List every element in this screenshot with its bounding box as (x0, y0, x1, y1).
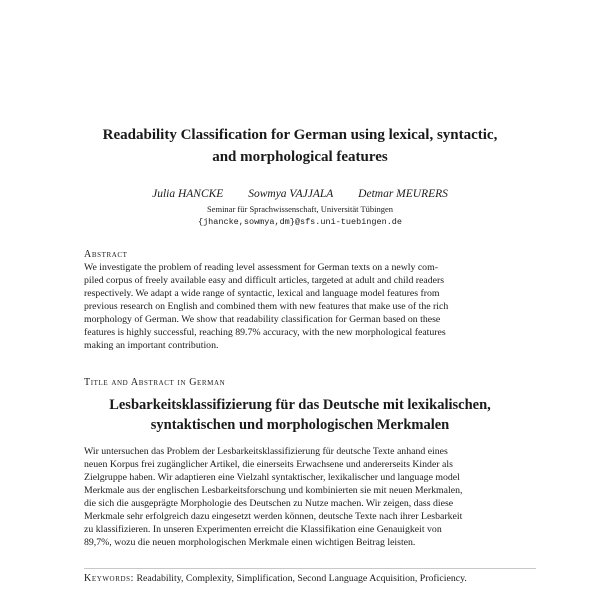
german-title-line: syntaktischen und morphologischen Merkmalen (150, 417, 450, 433)
author-name: Detmar MEURERS (358, 188, 448, 200)
author-emails: {jhancke,sowmya,dm}@sfs.uni-tuebingen.de (197, 217, 403, 227)
abstract-heading: Abstract (84, 249, 128, 260)
german-abstract-line: die sich die ausgeprägte Morphologie des Deutschen zu Nutze machen. Wir zeigen, dass diese (84, 498, 454, 509)
abstract-line: previous research on English and combined them with new features that make use of the rich (84, 301, 449, 312)
abstract-line: respectively. We adapt a wide range of syntactic, lexical and language model features from (84, 288, 440, 299)
abstract-line: morphology of German. We show that readability classification for German based on these (84, 314, 441, 325)
german-title (70, 395, 530, 435)
german-abstract-line: neuen Korpus frei zugänglicher Artikel, die einerseits Erwachsene und andererseits Kinder als (84, 459, 453, 470)
abstract-line: making an important contribution. (84, 340, 219, 351)
abstract-line: We investigate the problem of reading level assessment for German texts on a newly com- (84, 262, 438, 273)
author-list (60, 188, 540, 200)
german-title-line: Lesbarkeitsklassifizierung für das Deutsche mit lexikalischen, (109, 397, 491, 413)
title-line: Readability Classification for German using lexical, syntactic, (102, 127, 498, 143)
abstract-line: piled corpus of freely available easy and difficult articles, targeted at adult and child readers (84, 275, 445, 286)
german-abstract-body (84, 445, 536, 549)
paper-title (60, 124, 540, 168)
title-line: and morphological features (212, 149, 388, 165)
german-abstract-line: Wir untersuchen das Problem der Lesbarkeitsklassifizierung für deutsche Texte anhand eines (84, 446, 448, 457)
german-section-heading: Title and Abstract in German (84, 377, 226, 388)
german-abstract-line: Zielgruppe haben. Wir adaptieren eine Vielzahl syntaktischer, lexikalischer und language model (84, 472, 460, 483)
author-name: Sowmya VAJJALA (248, 188, 334, 200)
abstract-body (84, 261, 536, 352)
keywords (84, 573, 536, 584)
abstract-line: features is highly successful, reaching 89.7% accuracy, with the new morphological features (84, 327, 446, 338)
german-abstract-line: 89,7%, wozu die neuen morphologischen Merkmale einen wichtigen Beitrag leisten. (84, 537, 416, 548)
affiliation: Seminar für Sprachwissenschaft, Universität Tübingen (206, 204, 394, 214)
german-abstract-line: Merkmale sehr erfolgreich dazu eingesetzt werden können, deutsche Texte nach ihrer Lesbarkeit (84, 511, 463, 522)
author-name: Julia HANCKE (152, 188, 224, 200)
german-abstract-line: zu klassifizieren. In unseren Experimenten erreicht die Klassifikation eine Genauigkeit von (84, 524, 442, 535)
keywords-text: Readability, Complexity, Simplification, Second Language Acquisition, Proficiency. (136, 573, 467, 584)
divider (84, 568, 536, 569)
german-abstract-line: Merkmale aus der englischen Lesbarkeitsforschung und kombinierten sie mit neuen Merkmalen, (84, 485, 463, 496)
keywords-label: Keywords: (84, 573, 135, 584)
